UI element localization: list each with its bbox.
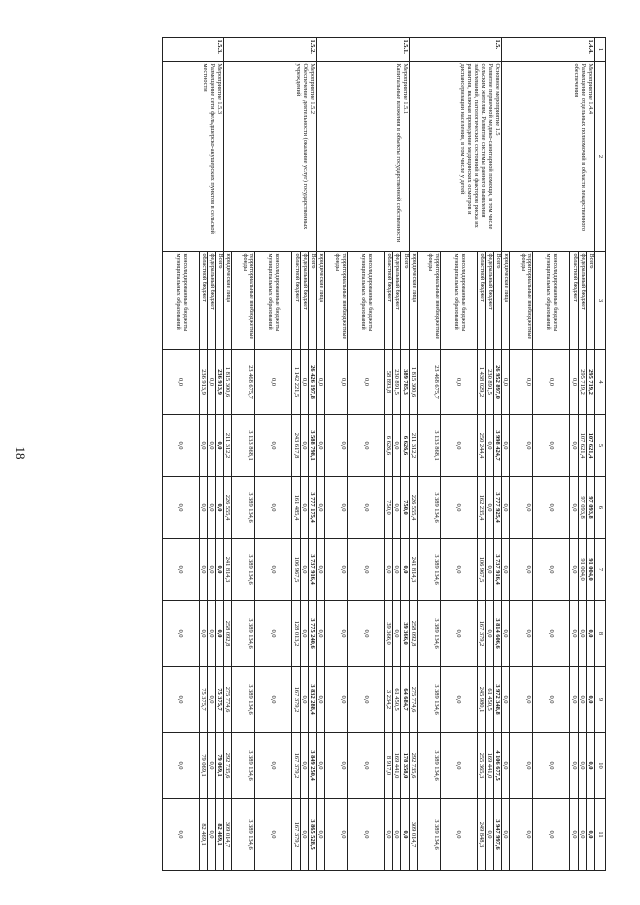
value-cell: 0,0 [207, 477, 215, 539]
value-cell: 0,0 [325, 799, 348, 871]
value-cell: 23 468 675,7 [232, 350, 255, 415]
value-cell: 0,0 [207, 667, 215, 733]
value-cell: 0,0 [586, 799, 594, 871]
value-cell: 0,0 [502, 667, 510, 733]
value-cell: 0,0 [325, 415, 348, 477]
value-cell: 3 389 134,6 [232, 601, 255, 667]
value-cell: 0,0 [325, 477, 348, 539]
funding-source-label: Всего [308, 252, 316, 350]
value-cell: 0,0 [325, 667, 348, 733]
value-cell: 0,0 [216, 415, 224, 477]
value-cell: 3 133 868,1 [232, 415, 255, 477]
item-name: Мероприятие 1.4.4 Размещение отдельных полномочий в области лекарственного обеспечения [502, 62, 595, 252]
value-cell: 3 389 134,6 [417, 601, 440, 667]
value-cell: 167 379,2 [292, 667, 300, 733]
value-cell: 4 106 677,5 [494, 733, 502, 799]
value-cell: 0,0 [348, 733, 385, 799]
value-cell: 0,0 [485, 415, 493, 477]
value-cell: 26 426 197,8 [308, 350, 316, 415]
value-cell: 3 389 134,6 [232, 477, 255, 539]
value-cell: 3 389 134,6 [417, 539, 440, 601]
value-cell: 0,0 [385, 539, 393, 601]
funding-source-label: юридические лица [409, 252, 417, 350]
item-number: 1.5.1. [316, 38, 409, 62]
value-cell: 236 913,9 [199, 350, 207, 415]
rotated-table-container [73, 37, 606, 870]
value-cell: 0,0 [533, 539, 570, 601]
value-cell: 0,0 [393, 799, 401, 871]
value-cell: 128 013,2 [292, 601, 300, 667]
funding-source-label: федеральный бюджет [393, 252, 401, 350]
value-cell: 0,0 [502, 601, 510, 667]
value-cell: 0,0 [440, 350, 477, 415]
value-cell: 0,0 [570, 799, 578, 871]
value-cell: 3 849 250,4 [308, 733, 316, 799]
value-cell: 0,0 [393, 415, 401, 477]
value-cell: 0,0 [502, 539, 510, 601]
value-cell: 226 555,4 [409, 477, 417, 539]
funding-source-label: консолидированные бюджеты муниципальных образований [533, 252, 570, 350]
value-cell: 0,0 [440, 601, 477, 667]
value-cell: 106 967,5 [292, 539, 300, 601]
value-cell: 3 389 134,6 [232, 539, 255, 601]
value-cell: 107 621,4 [586, 415, 594, 477]
header-cell: 1 [595, 38, 606, 62]
item-number: 1.5.2. [224, 38, 317, 62]
value-cell: 6 626,6 [385, 415, 393, 477]
value-cell: 0,0 [316, 477, 324, 539]
value-cell: 0,0 [510, 415, 533, 477]
value-cell: 3 777 925,4 [494, 477, 502, 539]
value-cell: 0,0 [510, 539, 533, 601]
value-cell: 0,0 [207, 415, 215, 477]
value-cell: 91 004,0 [586, 539, 594, 601]
value-cell: 82 469,1 [199, 799, 207, 871]
value-cell: 255 365,3 [477, 733, 485, 799]
value-cell: 0,0 [325, 539, 348, 601]
value-cell: 0,0 [300, 601, 308, 667]
value-cell: 3 389 134,6 [417, 477, 440, 539]
value-cell: 61 450,5 [393, 667, 401, 733]
value-cell: 0,0 [510, 667, 533, 733]
funding-source-label: Всего [494, 252, 502, 350]
item-name: Мероприятие 1.5.3 Размещение сети фельдшерско-акушерских пунктов в сельской местности [162, 62, 224, 252]
value-cell: 0,0 [316, 350, 324, 415]
funding-source-label: федеральный бюджет [485, 252, 493, 350]
page-number: 18 [13, 446, 28, 460]
value-cell: 0,0 [325, 601, 348, 667]
item-number: 1.5. [409, 38, 502, 62]
funding-source-label: юридические лица [224, 252, 232, 350]
value-cell: 0,0 [570, 733, 578, 799]
value-cell: 275 774,6 [409, 667, 417, 733]
value-cell: 0,0 [162, 539, 199, 601]
value-cell: 0,0 [586, 601, 594, 667]
value-cell: 3 389 134,6 [232, 733, 255, 799]
value-cell: 3 234,2 [385, 667, 393, 733]
value-cell: 0,0 [300, 477, 308, 539]
value-cell: 0,0 [510, 350, 533, 415]
value-cell: 0,0 [485, 477, 493, 539]
funding-source-label: территориальные внебюджетные фонды [232, 252, 255, 350]
item-name: Мероприятие 1.5.2 Обеспечение деятельности (оказание услуг) государственных учреждений [224, 62, 317, 252]
value-cell: 211 312,2 [224, 415, 232, 477]
funding-source-label: областной бюджет [199, 252, 207, 350]
value-cell: 292 735,6 [224, 733, 232, 799]
value-cell: 0,0 [586, 667, 594, 733]
funding-source-label: юридические лица [502, 252, 510, 350]
value-cell: 0,0 [348, 601, 385, 667]
funding-source-label: консолидированные бюджеты муниципальных образований [348, 252, 385, 350]
value-cell: 230 891,5 [485, 350, 493, 415]
value-cell: 162 235,4 [477, 477, 485, 539]
value-cell: 0,0 [325, 733, 348, 799]
header-cell: 6 [595, 477, 606, 539]
value-cell: 0,0 [401, 539, 409, 601]
value-cell: 3 947 997,6 [494, 799, 502, 871]
value-cell: 0,0 [316, 539, 324, 601]
funding-source-label: территориальные внебюджетные фонды [325, 252, 348, 350]
value-cell: 0,0 [570, 601, 578, 667]
value-cell: 0,0 [162, 415, 199, 477]
value-cell: 309 014,7 [409, 799, 417, 871]
value-cell: 3 389 134,6 [417, 799, 440, 871]
item-name: Мероприятие 1.5.1 Капитальные вложения в объекты государственной собственности [316, 62, 409, 252]
header-cell: 8 [595, 601, 606, 667]
value-cell: 241 814,3 [409, 539, 417, 601]
value-cell: 0,0 [502, 415, 510, 477]
value-cell: 161 485,4 [292, 477, 300, 539]
value-cell: 0,0 [510, 601, 533, 667]
value-cell: 750,0 [385, 477, 393, 539]
value-cell: 3 865 528,5 [308, 799, 316, 871]
funding-source-label: юридические лица [316, 252, 324, 350]
value-cell: 3 972 348,8 [494, 667, 502, 733]
value-cell: 0,0 [401, 799, 409, 871]
value-cell: 0,0 [207, 733, 215, 799]
value-cell: 1 438 029,2 [477, 350, 485, 415]
value-cell: 226 555,4 [224, 477, 232, 539]
value-cell: 39 366,0 [401, 601, 409, 667]
value-cell: 0,0 [348, 350, 385, 415]
value-cell: 0,0 [325, 350, 348, 415]
value-cell: 0,0 [485, 799, 493, 871]
funding-source-label: Всего [586, 252, 594, 350]
value-cell: 750,0 [401, 477, 409, 539]
value-cell: 389 785,3 [401, 350, 409, 415]
value-cell: 3 389 134,6 [232, 799, 255, 871]
value-cell: 0,0 [348, 667, 385, 733]
value-cell: 3 777 175,4 [308, 477, 316, 539]
funding-source-label: областной бюджет [570, 252, 578, 350]
value-cell: 0,0 [385, 799, 393, 871]
value-cell: 79 069,1 [199, 733, 207, 799]
value-cell: 3 832 288,4 [308, 667, 316, 733]
header-cell: 7 [595, 539, 606, 601]
value-cell: 6 626,6 [401, 415, 409, 477]
value-cell: 0,0 [348, 415, 385, 477]
value-cell: 0,0 [255, 799, 292, 871]
value-cell: 0,0 [533, 350, 570, 415]
value-cell: 0,0 [162, 799, 199, 871]
value-cell: 0,0 [533, 477, 570, 539]
value-cell: 3 737 916,4 [494, 539, 502, 601]
value-cell: 0,0 [199, 477, 207, 539]
value-cell: 0,0 [440, 667, 477, 733]
funding-source-label: областной бюджет [385, 252, 393, 350]
value-cell: 243 617,8 [292, 415, 300, 477]
value-cell: 0,0 [502, 350, 510, 415]
funding-source-label: территориальные внебюджетные фонды [417, 252, 440, 350]
value-cell: 1 815 300,6 [224, 350, 232, 415]
value-cell: 275 774,6 [224, 667, 232, 733]
value-cell: 0,0 [316, 415, 324, 477]
value-cell: 0,0 [440, 539, 477, 601]
funding-source-label: областной бюджет [477, 252, 485, 350]
value-cell: 0,0 [300, 799, 308, 871]
value-cell: 0,0 [316, 799, 324, 871]
header-row [595, 38, 606, 871]
header-cell: 10 [595, 733, 606, 799]
value-cell: 3 775 240,6 [308, 601, 316, 667]
table-row [586, 38, 594, 871]
header-cell: 4 [595, 350, 606, 415]
value-cell: 250 244,4 [477, 415, 485, 477]
value-cell: 0,0 [255, 733, 292, 799]
value-cell: 0,0 [255, 350, 292, 415]
value-cell: 23 468 675,7 [417, 350, 440, 415]
value-cell: 0,0 [162, 601, 199, 667]
value-cell: 97 093,8 [586, 477, 594, 539]
value-cell: 75 375,7 [199, 667, 207, 733]
value-cell: 169 441,0 [393, 733, 401, 799]
value-cell: 0,0 [393, 539, 401, 601]
value-cell: 3 814 606,6 [494, 601, 502, 667]
value-cell: 0,0 [207, 799, 215, 871]
value-cell: 0,0 [216, 539, 224, 601]
value-cell: 0,0 [485, 539, 493, 601]
value-cell: 1 142 221,5 [292, 350, 300, 415]
value-cell: 3 588 798,1 [308, 415, 316, 477]
value-cell: 0,0 [199, 415, 207, 477]
value-cell: 0,0 [300, 350, 308, 415]
value-cell: 0,0 [162, 350, 199, 415]
value-cell: 0,0 [316, 667, 324, 733]
value-cell: 3 389 134,6 [417, 667, 440, 733]
value-cell: 0,0 [578, 667, 586, 733]
table-row [494, 38, 502, 871]
value-cell: 0,0 [348, 799, 385, 871]
value-cell: 0,0 [255, 539, 292, 601]
value-cell: 0,0 [502, 799, 510, 871]
table-row [308, 38, 316, 871]
value-cell: 0,0 [316, 733, 324, 799]
value-cell: 0,0 [533, 667, 570, 733]
value-cell: 0,0 [255, 601, 292, 667]
value-cell: 58 893,8 [385, 350, 393, 415]
value-cell: 241 814,3 [224, 539, 232, 601]
value-cell: 169 441,0 [485, 733, 493, 799]
value-cell: 178 358,0 [401, 733, 409, 799]
value-cell: 167 379,2 [292, 733, 300, 799]
value-cell: 0,0 [162, 733, 199, 799]
funding-source-label: территориальные внебюджетные фонды [510, 252, 533, 350]
value-cell: 61 450,5 [485, 667, 493, 733]
value-cell: 0,0 [207, 601, 215, 667]
value-cell: 0,0 [300, 667, 308, 733]
value-cell: 0,0 [510, 799, 533, 871]
value-cell: 0,0 [578, 601, 586, 667]
funding-source-label: федеральный бюджет [207, 252, 215, 350]
value-cell: 0,0 [485, 601, 493, 667]
value-cell: 91 004,0 [578, 539, 586, 601]
table-row [401, 38, 409, 871]
value-cell: 82 469,1 [216, 799, 224, 871]
value-cell: 0,0 [316, 601, 324, 667]
value-cell: 0,0 [440, 415, 477, 477]
value-cell: 106 967,5 [477, 539, 485, 601]
value-cell: 0,0 [510, 733, 533, 799]
item-number: 1.4.4. [502, 38, 595, 62]
value-cell: 0,0 [533, 415, 570, 477]
value-cell: 0,0 [216, 477, 224, 539]
value-cell: 258 092,8 [224, 601, 232, 667]
header-cell: 2 [595, 62, 606, 252]
value-cell: 292 735,6 [409, 733, 417, 799]
value-cell: 0,0 [570, 477, 578, 539]
value-cell: 0,0 [570, 667, 578, 733]
header-cell: 5 [595, 415, 606, 477]
value-cell: 26 952 897,0 [494, 350, 502, 415]
value-cell: 0,0 [533, 601, 570, 667]
value-cell: 0,0 [162, 477, 199, 539]
item-name: Основное мероприятие 1.5 Развитие первичной медико-санитарной помощи, в том числе сельским жителям. Развитие системы раннего выявления заболеваний, патологических состояний и факторов риска их развития, включая проведение медицинских осмотров и диспансеризации населения, в том числе у детей [409, 62, 502, 252]
value-cell: 3 389 134,6 [417, 733, 440, 799]
header-cell: 9 [595, 667, 606, 733]
value-cell: 249 848,3 [477, 799, 485, 871]
header-cell: 11 [595, 799, 606, 871]
value-cell: 0,0 [440, 733, 477, 799]
value-cell: 0,0 [216, 601, 224, 667]
funding-source-label: Всего [216, 252, 224, 350]
value-cell: 0,0 [199, 601, 207, 667]
value-cell: 295 719,2 [586, 350, 594, 415]
value-cell: 258 092,8 [409, 601, 417, 667]
value-cell: 0,0 [393, 601, 401, 667]
value-cell: 236 913,9 [216, 350, 224, 415]
value-cell: 8 917,0 [385, 733, 393, 799]
funding-source-label: консолидированные бюджеты муниципальных образований [162, 252, 199, 350]
value-cell: 167 379,2 [292, 799, 300, 871]
value-cell: 0,0 [255, 415, 292, 477]
value-cell: 0,0 [578, 733, 586, 799]
value-cell: 0,0 [578, 799, 586, 871]
value-cell: 0,0 [207, 350, 215, 415]
value-cell: 0,0 [440, 477, 477, 539]
value-cell: 295 719,2 [578, 350, 586, 415]
value-cell: 0,0 [570, 415, 578, 477]
value-cell: 1 815 300,6 [409, 350, 417, 415]
value-cell: 0,0 [300, 733, 308, 799]
value-cell: 107 621,4 [578, 415, 586, 477]
funding-source-label: Всего [401, 252, 409, 350]
value-cell: 0,0 [162, 667, 199, 733]
value-cell: 309 014,7 [224, 799, 232, 871]
value-cell: 0,0 [207, 539, 215, 601]
value-cell: 0,0 [348, 477, 385, 539]
budget-table [162, 37, 606, 871]
table-row [216, 38, 224, 871]
value-cell: 64 684,7 [401, 667, 409, 733]
value-cell: 3 998 424,7 [494, 415, 502, 477]
value-cell: 3 133 868,1 [417, 415, 440, 477]
value-cell: 0,0 [570, 539, 578, 601]
value-cell: 0,0 [255, 477, 292, 539]
funding-source-label: консолидированные бюджеты муниципальных образований [440, 252, 477, 350]
value-cell: 0,0 [393, 477, 401, 539]
funding-source-label: консолидированные бюджеты муниципальных образований [255, 252, 292, 350]
value-cell: 0,0 [502, 733, 510, 799]
value-cell: 0,0 [533, 799, 570, 871]
funding-source-label: федеральный бюджет [300, 252, 308, 350]
value-cell: 79 069,1 [216, 733, 224, 799]
value-cell: 0,0 [533, 733, 570, 799]
value-cell: 39 366,0 [385, 601, 393, 667]
value-cell: 97 093,8 [578, 477, 586, 539]
value-cell: 75 375,7 [216, 667, 224, 733]
value-cell: 3 389 134,6 [232, 667, 255, 733]
value-cell: 3 737 916,4 [308, 539, 316, 601]
value-cell: 0,0 [440, 799, 477, 871]
value-cell: 0,0 [586, 733, 594, 799]
value-cell: 0,0 [199, 539, 207, 601]
table-body [162, 38, 594, 871]
funding-source-label: областной бюджет [292, 252, 300, 350]
header-cell: 3 [595, 252, 606, 350]
value-cell: 211 312,2 [409, 415, 417, 477]
value-cell: 0,0 [348, 539, 385, 601]
value-cell: 0,0 [255, 667, 292, 733]
value-cell: 245 980,1 [477, 667, 485, 733]
value-cell: 0,0 [510, 477, 533, 539]
item-number: 1.5.3. [162, 38, 224, 62]
funding-source-label: федеральный бюджет [578, 252, 586, 350]
value-cell: 230 891,5 [393, 350, 401, 415]
value-cell: 167 379,2 [477, 601, 485, 667]
value-cell: 0,0 [300, 539, 308, 601]
value-cell: 0,0 [502, 477, 510, 539]
value-cell: 0,0 [300, 415, 308, 477]
value-cell: 0,0 [570, 350, 578, 415]
